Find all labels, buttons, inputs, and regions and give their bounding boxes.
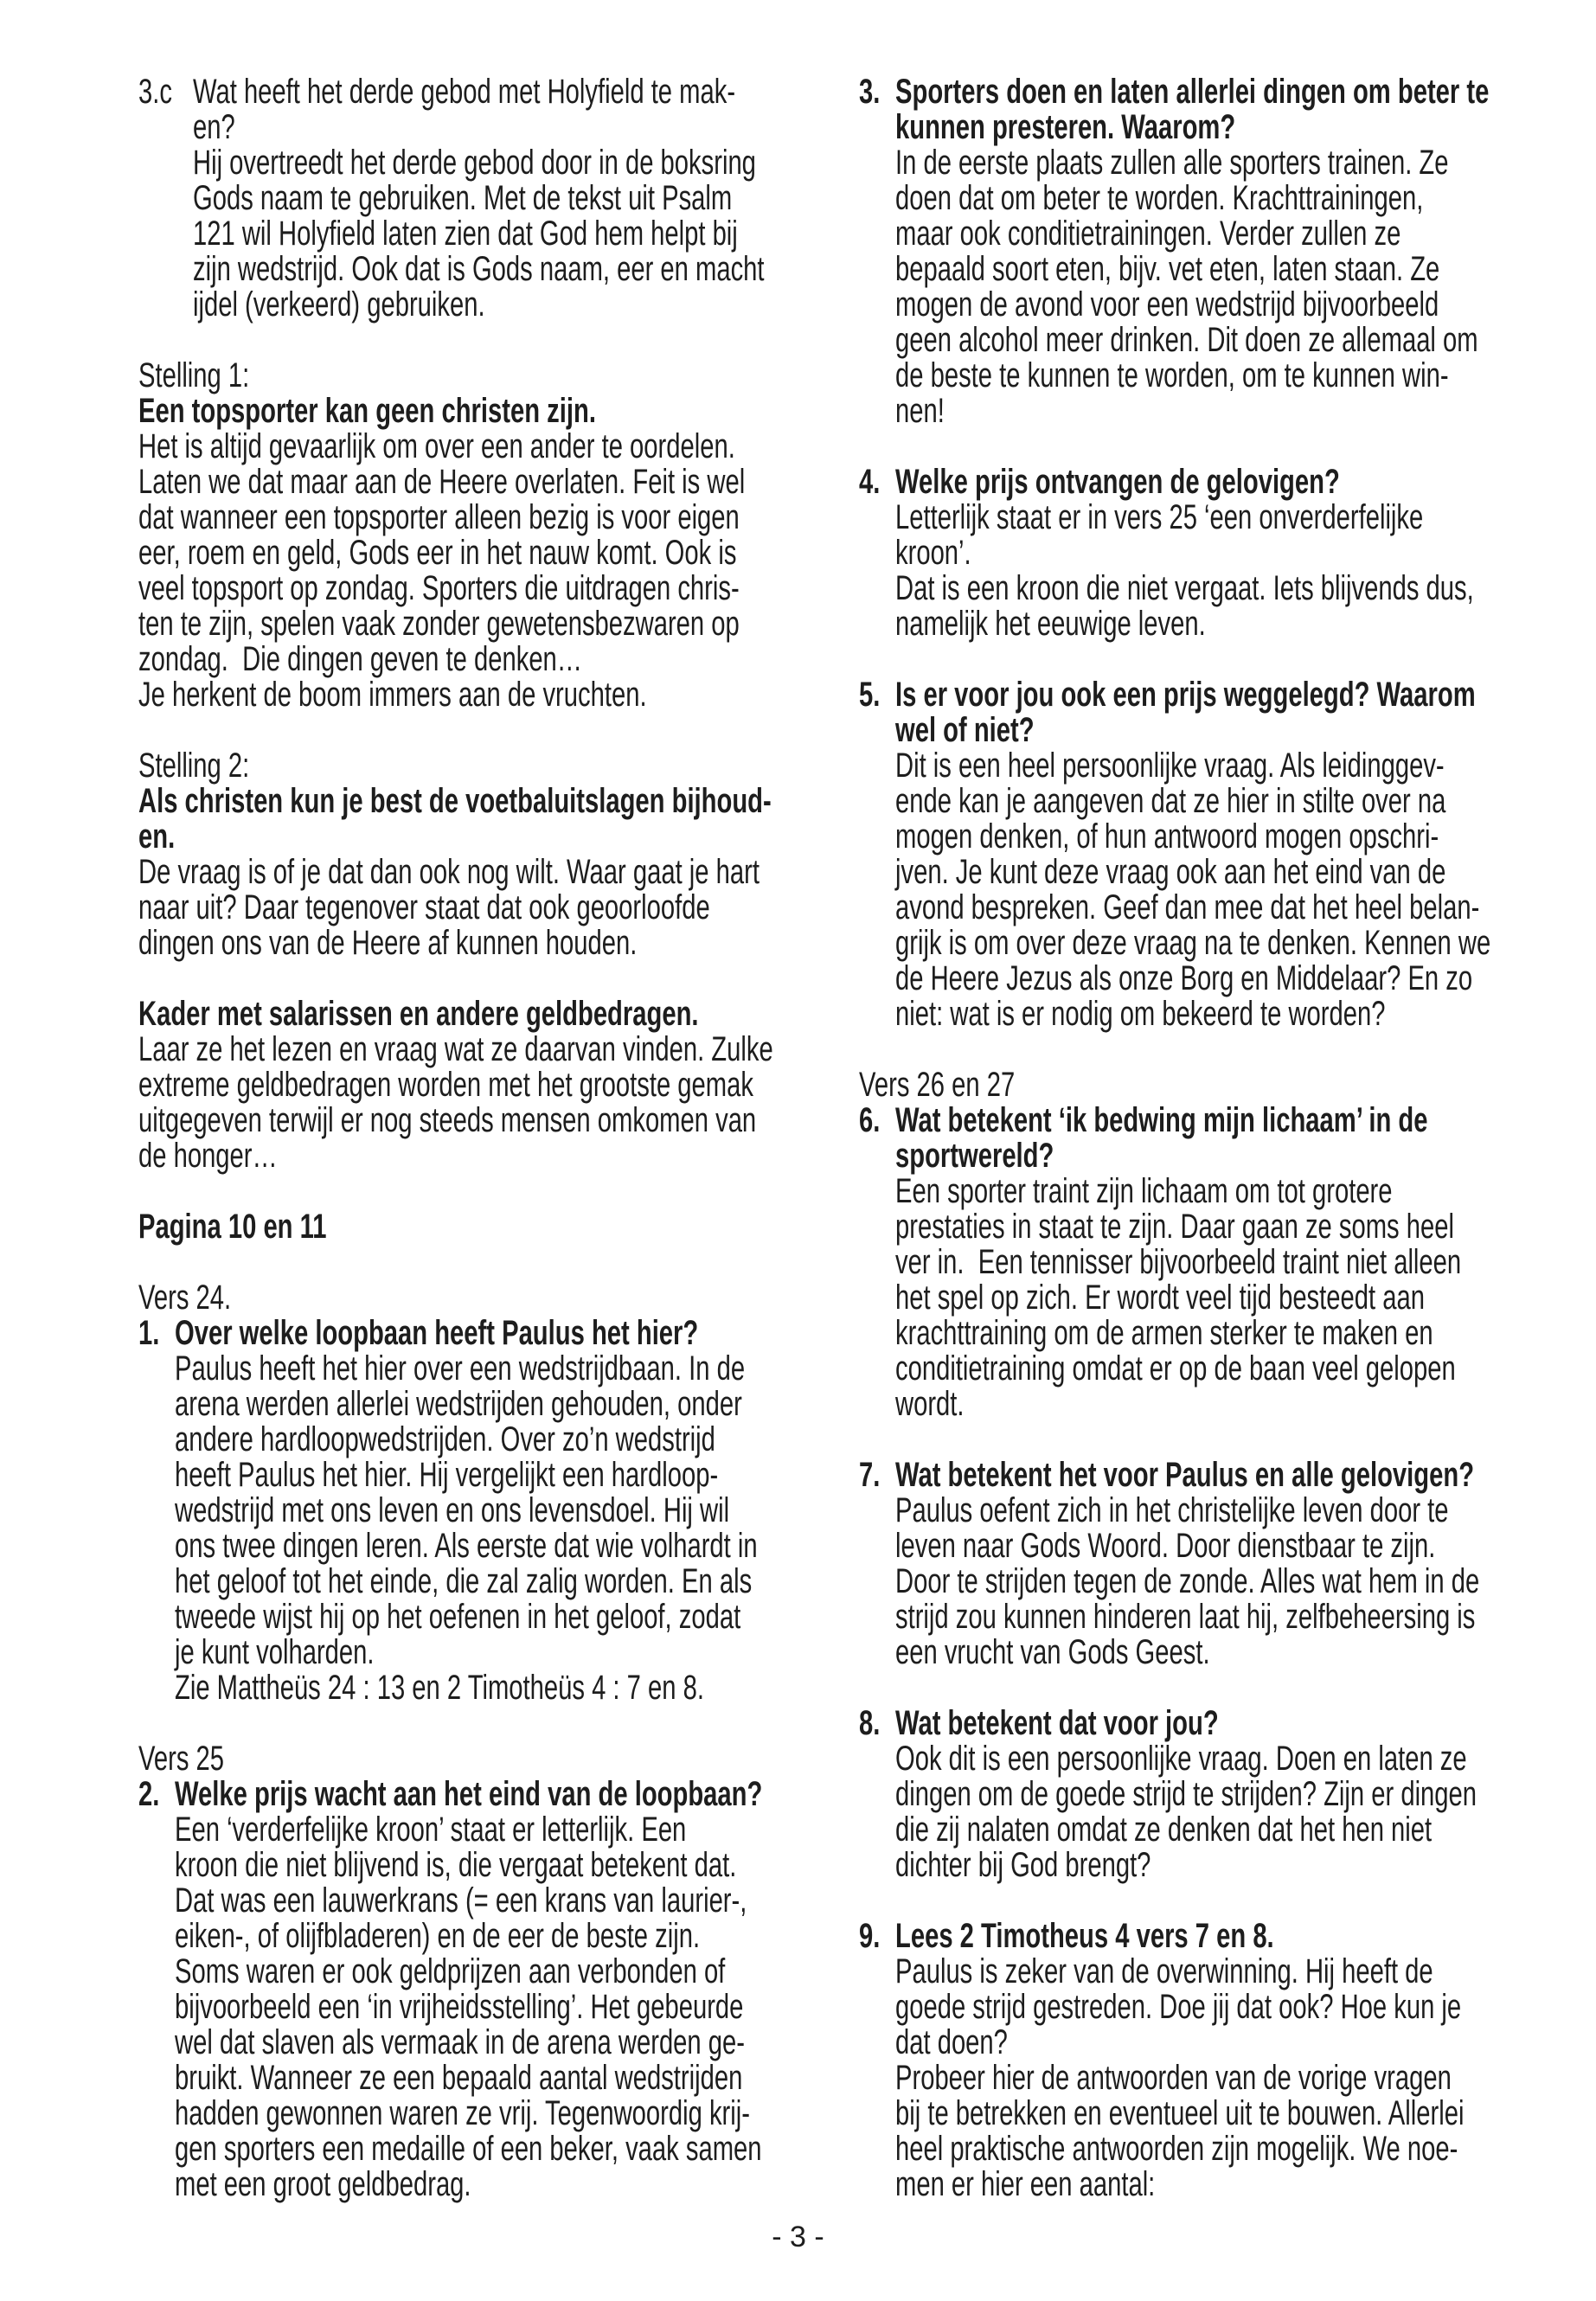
text-line: ver in. Een tennisser bijvoorbeeld traint niet alleen [895, 1243, 1462, 1281]
text-line: Door te strijden tegen de zonde. Alles wat hem in de [895, 1562, 1480, 1600]
text-line: ende kan je aangeven dat ze hier in stilte over na [895, 782, 1446, 820]
numbered-item [859, 465, 1542, 642]
text-line: het geloof tot het einde, die zal zalig worden. En als [175, 1562, 753, 1600]
text-line: Probeer hier de antwoorden van de vorige vragen [895, 2059, 1452, 2097]
text-line: je kunt volharden. [175, 1633, 375, 1671]
text-line: bij te betrekken en eventueel uit te bouwen. Allerlei [895, 2094, 1465, 2132]
page-number: - 3 - [772, 2221, 824, 2253]
text-line: namelijk het eeuwige leven. [895, 605, 1206, 643]
text-line: de honger… [138, 1137, 278, 1175]
text-line: ons twee dingen leren. Als eerste dat wie volhardt in [175, 1527, 758, 1565]
text-line: wel dat slaven als vermaak in de arena werden ge- [175, 2023, 745, 2061]
text-line: men er hier een aantal: [895, 2165, 1156, 2203]
text-line: die zij nalaten omdat ze denken dat het hen niet [895, 1811, 1433, 1849]
text-line: Wat betekent dat voor jou? [895, 1704, 1219, 1742]
text-line: leven naar Gods Woord. Door dienstbaar te zijn. [895, 1527, 1436, 1565]
text-line: gen sporters een medaille of een beker, vaak samen [175, 2130, 762, 2168]
text-line: wordt. [895, 1385, 965, 1423]
text-line: Welke prijs wacht aan het eind van de loopbaan? [175, 1775, 763, 1813]
paragraph [138, 358, 822, 713]
text-line: bijvoorbeeld een ‘in vrijheidsstelling’. Het gebeurde [175, 1988, 744, 2026]
text-line: In de eerste plaats zullen alle sporters trainen. Ze [895, 144, 1449, 182]
text-line: andere hardloopwedstrijden. Over zo’n wedstrijd [175, 1420, 715, 1458]
text-line: Wat heeft het derde gebod met Holyfield te mak- [193, 73, 736, 111]
text-line: ten te zijn, spelen vaak zonder gewetensbezwaren op [138, 605, 740, 643]
text-line: Je herkent de boom immers aan de vruchten. [138, 676, 647, 714]
text-line: eer, roem en geld, Gods eer in het nauw komt. Ook is [138, 534, 737, 572]
item-number: 2. [138, 1775, 160, 1813]
text-line: de beste te kunnen te worden, om te kunnen win- [895, 356, 1449, 394]
text-line: nen! [895, 392, 945, 430]
text-line: avond bespreken. Geef dan mee dat het heel belan- [895, 888, 1480, 926]
text-line: goede strijd gestreden. Doe jij dat ook? Hoe kun je [895, 1988, 1462, 2026]
text-line: Wat betekent het voor Paulus en alle gelovigen? [895, 1456, 1475, 1494]
text-line: Gods naam te gebruiken. Met de tekst uit Psalm [193, 179, 733, 217]
text-line: Pagina 10 en 11 [138, 1208, 327, 1246]
text-line: Lees 2 Timotheus 4 vers 7 en 8. [895, 1917, 1274, 1955]
text-line: sportwereld? [895, 1137, 1054, 1175]
text-line: Het is altijd gevaarlijk om over een ander te oordelen. [138, 427, 735, 465]
numbered-item [138, 1316, 822, 1706]
text-line: dichter bij God brengt? [895, 1846, 1151, 1884]
text-line: 121 wil Holyfield laten zien dat God hem helpt bij [193, 215, 738, 253]
numbered-item [859, 1458, 1542, 1670]
text-line: Vers 24. [138, 1279, 232, 1317]
text-line: Stelling 2: [138, 747, 250, 785]
item-number: 3. [859, 73, 881, 111]
text-line: Vers 25 [138, 1740, 225, 1778]
text-line: mogen denken, of hun antwoord mogen opschri- [895, 817, 1439, 856]
text-line: De vraag is of je dat dan ook nog wilt. Waar gaat je hart [138, 853, 760, 891]
text-line: Vers 26 en 27 [859, 1066, 1016, 1104]
text-line: Paulus oefent zich in het christelijke leven door te [895, 1491, 1449, 1529]
item-number: 4. [859, 463, 881, 501]
text-line: Hij overtreedt het derde gebod door in de boksring [193, 144, 756, 182]
left-column [138, 74, 822, 2202]
text-line: geen alcohol meer drinken. Dit doen ze allemaal om [895, 321, 1478, 359]
item-number: 5. [859, 676, 881, 714]
item-number: 9. [859, 1917, 881, 1955]
text-line: wel of niet? [895, 711, 1035, 749]
text-line: Laar ze het lezen en vraag wat ze daarvan vinden. Zulke [138, 1030, 773, 1068]
text-line: Paulus is zeker van de overwinning. Hij heeft de [895, 1952, 1433, 1990]
text-line: Dat is een kroon die niet vergaat. Iets blijvends dus, [895, 569, 1474, 607]
text-line: en. [138, 817, 176, 856]
text-line: dat wanneer een topsporter alleen bezig is voor eigen [138, 498, 740, 536]
text-line: veel topsport op zondag. Sporters die uitdragen chris- [138, 569, 740, 607]
text-line: een vrucht van Gods Geest. [895, 1633, 1210, 1671]
text-line: heeft Paulus het hier. Hij vergelijkt een hardloop- [175, 1456, 719, 1494]
text-line: jven. Je kunt deze vraag ook aan het eind van de [895, 853, 1446, 891]
numbered-item [859, 677, 1542, 1032]
paragraph [138, 1741, 822, 1777]
text-line: Laten we dat maar aan de Heere overlaten. Feit is wel [138, 463, 746, 501]
text-line: Ook dit is een persoonlijke vraag. Doen en laten ze [895, 1740, 1467, 1778]
text-line: bepaald soort eten, bijv. vet eten, laten staan. Ze [895, 250, 1440, 288]
numbered-item [138, 1777, 822, 2202]
text-line: Een sporter traint zijn lichaam om tot grotere [895, 1172, 1393, 1210]
item-number: 6. [859, 1101, 881, 1139]
text-line: Een topsporter kan geen christen zijn. [138, 392, 596, 430]
numbered-item [859, 1103, 1542, 1422]
text-line: niet: wat is er nodig om bekeerd te worden? [895, 995, 1386, 1033]
paragraph [138, 1209, 822, 1245]
text-line: strijd zou kunnen hinderen laat hij, zelfbeheersing is [895, 1598, 1476, 1636]
numbered-item [138, 74, 822, 323]
text-line: uitgegeven terwijl er nog steeds mensen omkomen van [138, 1101, 757, 1139]
text-line: Welke prijs ontvangen de gelovigen? [895, 463, 1340, 501]
text-line: Een ‘verderfelijke kroon’ staat er letterlijk. Een [175, 1811, 687, 1849]
right-column [859, 74, 1542, 2202]
paragraph [138, 748, 822, 961]
text-line: Dat was een lauwerkrans (= een krans van laurier-, [175, 1881, 747, 1920]
text-line: Letterlijk staat er in vers 25 ‘een onverderfelijke [895, 498, 1424, 536]
text-line: de Heere Jezus als onze Borg en Middelaar? En zo [895, 959, 1473, 997]
text-line: dingen ons van de Heere af kunnen houden. [138, 924, 638, 962]
text-line: tweede wijst hij op het oefenen in het geloof, zodat [175, 1598, 741, 1636]
text-line: Is er voor jou ook een prijs weggelegd? Waarom [895, 676, 1476, 714]
text-line: kroon’. [895, 534, 971, 572]
text-line: krachttraining om de armen sterker te maken en [895, 1314, 1433, 1352]
text-line: Zie Mattheüs 24 : 13 en 2 Timotheüs 4 : 7 en 8. [175, 1669, 704, 1707]
text-line: bruikt. Wanneer ze een bepaald aantal wedstrijden [175, 2059, 743, 2097]
text-line: Paulus heeft het hier over een wedstrijdbaan. In de [175, 1349, 746, 1388]
text-line: Dit is een heel persoonlijke vraag. Als leidinggev- [895, 747, 1445, 785]
item-number: 1. [138, 1314, 160, 1352]
text-line: kroon die niet blijvend is, die vergaat betekent dat. [175, 1846, 737, 1884]
text-line: mogen de avond voor een wedstrijd bijvoorbeeld [895, 285, 1439, 324]
text-line: arena werden allerlei wedstrijden gehouden, onder [175, 1385, 742, 1423]
text-line: zijn wedstrijd. Ook dat is Gods naam, eer en macht [193, 250, 765, 288]
text-line: conditietraining omdat er op de baan veel gelopen [895, 1349, 1456, 1388]
text-line: wedstrijd met ons leven en ons levensdoel. Hij wil [175, 1491, 730, 1529]
item-number: 7. [859, 1456, 881, 1494]
text-line: Over welke loopbaan heeft Paulus het hier? [175, 1314, 699, 1352]
text-line: Sporters doen en laten allerlei dingen om beter te [895, 73, 1490, 111]
item-number: 8. [859, 1704, 881, 1742]
text-line: prestaties in staat te zijn. Daar gaan ze soms heel [895, 1208, 1454, 1246]
text-line: eiken-, of olijfbladeren) en de eer de beste zijn. [175, 1917, 701, 1955]
text-line: en? [193, 108, 235, 146]
numbered-item [859, 1919, 1542, 2202]
text-line: dingen om de goede strijd te strijden? Zijn er dingen [895, 1775, 1477, 1813]
numbered-item [859, 1706, 1542, 1883]
text-line: grijk is om over deze vraag na te denken. Kennen we [895, 924, 1491, 962]
text-line: zondag. Die dingen geven te denken… [138, 640, 582, 678]
text-line: hadden gewonnen waren ze vrij. Tegenwoordig krij- [175, 2094, 750, 2132]
text-line: Als christen kun je best de voetbaluitslagen bijhoud- [138, 782, 772, 820]
text-line: dat doen? [895, 2023, 1008, 2061]
text-line: Stelling 1: [138, 356, 250, 394]
item-number: 3.c [138, 73, 172, 111]
text-line: ijdel (verkeerd) gebruiken. [193, 285, 485, 324]
text-line: extreme geldbedragen worden met het grootste gemak [138, 1066, 753, 1104]
text-line: kunnen presteren. Waarom? [895, 108, 1236, 146]
numbered-item [859, 74, 1542, 429]
paragraph [138, 1280, 822, 1316]
text-line: Kader met salarissen en andere geldbedragen. [138, 995, 699, 1033]
text-line: met een groot geldbedrag. [175, 2165, 471, 2203]
text-line: doen dat om beter te worden. Krachttrainingen, [895, 179, 1424, 217]
text-line: heel praktische antwoorden zijn mogelijk. We noe- [895, 2130, 1458, 2168]
text-line: Soms waren er ook geldprijzen aan verbonden of [175, 1952, 726, 1990]
paragraph [859, 1067, 1542, 1103]
text-line: het spel op zich. Er wordt veel tijd besteedt aan [895, 1279, 1425, 1317]
text-line: maar ook conditietrainingen. Verder zullen ze [895, 215, 1401, 253]
text-line: naar uit? Daar tegenover staat dat ook geoorloofde [138, 888, 710, 926]
paragraph [138, 997, 822, 1174]
text-line: Wat betekent ‘ik bedwing mijn lichaam’ in de [895, 1101, 1428, 1139]
